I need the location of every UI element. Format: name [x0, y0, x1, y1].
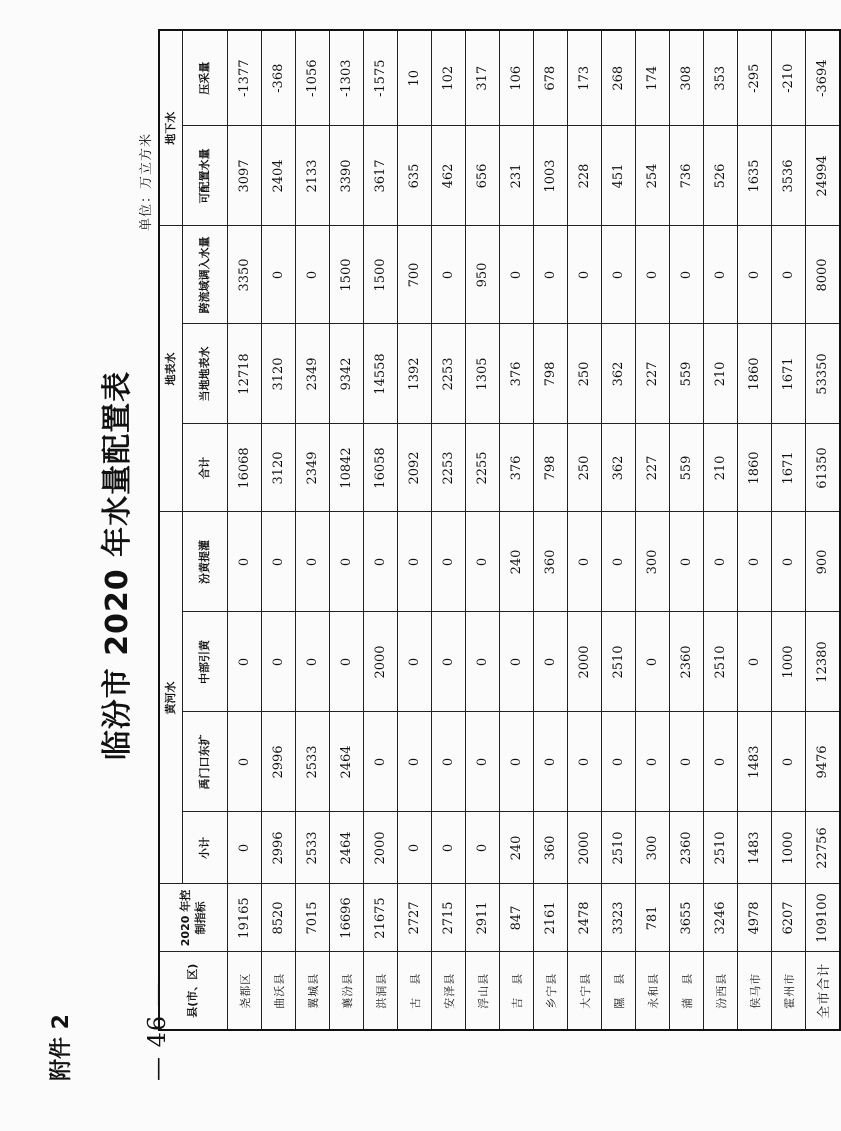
- yr-fenhuang-cell: 0: [738, 512, 772, 612]
- sw-local-cell: 210: [704, 324, 738, 424]
- yr-zhongbu-cell: 0: [500, 612, 534, 712]
- yr-fenhuang-cell: 0: [330, 512, 364, 612]
- sw-local-cell: 2253: [432, 324, 466, 424]
- county-cell: 大宁县: [568, 952, 602, 1030]
- yr-zhongbu-cell: 0: [330, 612, 364, 712]
- control-index-cell: 16696: [330, 884, 364, 952]
- sw-total-cell: 3120: [262, 424, 296, 512]
- yr-subtotal-cell: 1483: [738, 812, 772, 884]
- yr-yumenkou-cell: 0: [602, 712, 636, 812]
- gw-reduction-cell: 10: [398, 30, 432, 126]
- county-cell: 尧都区: [228, 952, 262, 1030]
- county-cell: 翼城县: [296, 952, 330, 1030]
- county-cell: 全市合计: [806, 952, 841, 1030]
- gw-reduction-cell: -1056: [296, 30, 330, 126]
- sw-cross-basin-cell: 0: [500, 226, 534, 324]
- table-row: [432, 30, 466, 1030]
- yr-yumenkou-cell: 0: [364, 712, 398, 812]
- sw-cross-basin-cell: 700: [398, 226, 432, 324]
- yr-yumenkou-cell: 2464: [330, 712, 364, 812]
- header-yellow-river: 黄河水: [159, 512, 183, 884]
- table-row: [296, 30, 330, 1030]
- gw-allocable-cell: 254: [636, 126, 670, 226]
- county-cell: 安泽县: [432, 952, 466, 1030]
- yr-fenhuang-cell: 0: [466, 512, 500, 612]
- control-index-cell: 19165: [228, 884, 262, 952]
- gw-allocable-cell: 3390: [330, 126, 364, 226]
- header-yr-zhongbu: 中部引黄: [183, 612, 228, 712]
- sw-local-cell: 14558: [364, 324, 398, 424]
- sw-cross-basin-cell: 0: [738, 226, 772, 324]
- gw-reduction-cell: 106: [500, 30, 534, 126]
- yr-zhongbu-cell: 0: [262, 612, 296, 712]
- sw-total-cell: 16058: [364, 424, 398, 512]
- header-yr-yumenkou: 禹门口东扩: [183, 712, 228, 812]
- sw-cross-basin-cell: 0: [568, 226, 602, 324]
- table-row: [534, 30, 568, 1030]
- control-index-cell: 7015: [296, 884, 330, 952]
- gw-allocable-cell: 2404: [262, 126, 296, 226]
- sw-cross-basin-cell: 0: [704, 226, 738, 324]
- gw-reduction-cell: 678: [534, 30, 568, 126]
- county-cell: 古 县: [398, 952, 432, 1030]
- sw-local-cell: 53350: [806, 324, 841, 424]
- gw-reduction-cell: -3694: [806, 30, 841, 126]
- sw-total-cell: 61350: [806, 424, 841, 512]
- sw-local-cell: 227: [636, 324, 670, 424]
- yr-subtotal-cell: 22756: [806, 812, 841, 884]
- yr-zhongbu-cell: 0: [432, 612, 466, 712]
- sw-cross-basin-cell: 0: [670, 226, 704, 324]
- sw-total-cell: 2255: [466, 424, 500, 512]
- gw-reduction-cell: -1377: [228, 30, 262, 126]
- table-total-row: [806, 30, 841, 1030]
- gw-allocable-cell: 462: [432, 126, 466, 226]
- sw-cross-basin-cell: 0: [772, 226, 806, 324]
- yr-yumenkou-cell: 0: [466, 712, 500, 812]
- county-cell: 洪洞县: [364, 952, 398, 1030]
- water-allocation-table: [158, 29, 841, 1031]
- yr-subtotal-cell: 2000: [568, 812, 602, 884]
- gw-reduction-cell: 317: [466, 30, 500, 126]
- county-cell: 襄汾县: [330, 952, 364, 1030]
- sw-total-cell: 1671: [772, 424, 806, 512]
- yr-zhongbu-cell: 0: [466, 612, 500, 712]
- yr-zhongbu-cell: 2000: [364, 612, 398, 712]
- sw-total-cell: 16068: [228, 424, 262, 512]
- county-cell: 蒲 县: [670, 952, 704, 1030]
- yr-subtotal-cell: 2996: [262, 812, 296, 884]
- sw-local-cell: 1671: [772, 324, 806, 424]
- gw-reduction-cell: -1303: [330, 30, 364, 126]
- header-county: 县(市、区): [159, 952, 228, 1030]
- yr-subtotal-cell: 2510: [602, 812, 636, 884]
- header-gw-allocable: 可配置水量: [183, 126, 228, 226]
- sw-local-cell: 250: [568, 324, 602, 424]
- yr-yumenkou-cell: 0: [534, 712, 568, 812]
- gw-allocable-cell: 526: [704, 126, 738, 226]
- gw-reduction-cell: -210: [772, 30, 806, 126]
- yr-subtotal-cell: 0: [466, 812, 500, 884]
- gw-reduction-cell: 268: [602, 30, 636, 126]
- control-index-cell: 8520: [262, 884, 296, 952]
- sw-total-cell: 210: [704, 424, 738, 512]
- page-number: — 46 —: [143, 981, 171, 1081]
- gw-allocable-cell: 3536: [772, 126, 806, 226]
- yr-yumenkou-cell: 0: [636, 712, 670, 812]
- gw-reduction-cell: -368: [262, 30, 296, 126]
- county-cell: 永和县: [636, 952, 670, 1030]
- sw-total-cell: 559: [670, 424, 704, 512]
- table-row: [738, 30, 772, 1030]
- control-index-cell: 4978: [738, 884, 772, 952]
- sw-total-cell: 2253: [432, 424, 466, 512]
- header-groundwater: 地下水: [159, 30, 183, 226]
- header-gw-reduction: 压采量: [183, 30, 228, 126]
- yr-zhongbu-cell: 1000: [772, 612, 806, 712]
- table-row: [364, 30, 398, 1030]
- county-cell: 浮山县: [466, 952, 500, 1030]
- yr-yumenkou-cell: 9476: [806, 712, 841, 812]
- yr-fenhuang-cell: 0: [568, 512, 602, 612]
- sw-total-cell: 250: [568, 424, 602, 512]
- unit-note: 单位：万立方米: [139, 132, 154, 231]
- control-index-cell: 2911: [466, 884, 500, 952]
- yr-fenhuang-cell: 0: [670, 512, 704, 612]
- control-index-cell: 6207: [772, 884, 806, 952]
- gw-reduction-cell: -295: [738, 30, 772, 126]
- yr-zhongbu-cell: 0: [534, 612, 568, 712]
- sw-total-cell: 2349: [296, 424, 330, 512]
- yr-fenhuang-cell: 300: [636, 512, 670, 612]
- yr-zhongbu-cell: 12380: [806, 612, 841, 712]
- gw-allocable-cell: 736: [670, 126, 704, 226]
- gw-reduction-cell: -1575: [364, 30, 398, 126]
- header-sw-local: 当地地表水: [183, 324, 228, 424]
- table-row: [500, 30, 534, 1030]
- table-row: [568, 30, 602, 1030]
- control-index-cell: 3323: [602, 884, 636, 952]
- yr-fenhuang-cell: 0: [262, 512, 296, 612]
- header-control-index: 2020 年控制指标: [159, 884, 228, 952]
- yr-zhongbu-cell: 2000: [568, 612, 602, 712]
- yr-subtotal-cell: 2510: [704, 812, 738, 884]
- table-row: [228, 30, 262, 1030]
- yr-subtotal-cell: 2464: [330, 812, 364, 884]
- gw-reduction-cell: 173: [568, 30, 602, 126]
- yr-fenhuang-cell: 0: [602, 512, 636, 612]
- county-cell: 曲沃县: [262, 952, 296, 1030]
- control-index-cell: 3246: [704, 884, 738, 952]
- yr-yumenkou-cell: 0: [704, 712, 738, 812]
- yr-subtotal-cell: 360: [534, 812, 568, 884]
- county-cell: 隰 县: [602, 952, 636, 1030]
- sw-cross-basin-cell: 0: [432, 226, 466, 324]
- sw-cross-basin-cell: 950: [466, 226, 500, 324]
- yr-fenhuang-cell: 240: [500, 512, 534, 612]
- yr-subtotal-cell: 240: [500, 812, 534, 884]
- table-row: [772, 30, 806, 1030]
- yr-subtotal-cell: 300: [636, 812, 670, 884]
- control-index-cell: 21675: [364, 884, 398, 952]
- sw-cross-basin-cell: 0: [636, 226, 670, 324]
- yr-subtotal-cell: 0: [228, 812, 262, 884]
- yr-yumenkou-cell: 0: [500, 712, 534, 812]
- gw-allocable-cell: 451: [602, 126, 636, 226]
- sw-local-cell: 2349: [296, 324, 330, 424]
- gw-allocable-cell: 656: [466, 126, 500, 226]
- yr-fenhuang-cell: 0: [772, 512, 806, 612]
- sw-cross-basin-cell: 1500: [364, 226, 398, 324]
- county-cell: 汾西县: [704, 952, 738, 1030]
- gw-reduction-cell: 174: [636, 30, 670, 126]
- yr-subtotal-cell: 0: [432, 812, 466, 884]
- yr-zhongbu-cell: 2510: [602, 612, 636, 712]
- yr-yumenkou-cell: 0: [568, 712, 602, 812]
- gw-allocable-cell: 635: [398, 126, 432, 226]
- gw-allocable-cell: 231: [500, 126, 534, 226]
- yr-yumenkou-cell: 2533: [296, 712, 330, 812]
- sw-total-cell: 798: [534, 424, 568, 512]
- yr-zhongbu-cell: 0: [398, 612, 432, 712]
- header-sw-total: 合计: [183, 424, 228, 512]
- sw-total-cell: 2092: [398, 424, 432, 512]
- yr-zhongbu-cell: 0: [636, 612, 670, 712]
- yr-yumenkou-cell: 0: [772, 712, 806, 812]
- county-cell: 乡宁县: [534, 952, 568, 1030]
- sw-total-cell: 227: [636, 424, 670, 512]
- sw-local-cell: 559: [670, 324, 704, 424]
- header-yr-subtotal: 小计: [183, 812, 228, 884]
- control-index-cell: 781: [636, 884, 670, 952]
- yr-zhongbu-cell: 2510: [704, 612, 738, 712]
- gw-allocable-cell: 3097: [228, 126, 262, 226]
- table-row: [466, 30, 500, 1030]
- yr-yumenkou-cell: 0: [432, 712, 466, 812]
- county-cell: 侯马市: [738, 952, 772, 1030]
- yr-subtotal-cell: 2360: [670, 812, 704, 884]
- control-index-cell: 2727: [398, 884, 432, 952]
- sw-cross-basin-cell: 0: [262, 226, 296, 324]
- sw-cross-basin-cell: 0: [296, 226, 330, 324]
- county-cell: 霍州市: [772, 952, 806, 1030]
- sw-local-cell: 12718: [228, 324, 262, 424]
- yr-yumenkou-cell: 0: [670, 712, 704, 812]
- yr-fenhuang-cell: 0: [228, 512, 262, 612]
- table-row: [330, 30, 364, 1030]
- sw-local-cell: 798: [534, 324, 568, 424]
- yr-yumenkou-cell: 1483: [738, 712, 772, 812]
- yr-zhongbu-cell: 0: [228, 612, 262, 712]
- sw-cross-basin-cell: 8000: [806, 226, 841, 324]
- sw-total-cell: 362: [602, 424, 636, 512]
- table-row: [704, 30, 738, 1030]
- sw-local-cell: 362: [602, 324, 636, 424]
- yr-fenhuang-cell: 900: [806, 512, 841, 612]
- gw-allocable-cell: 1635: [738, 126, 772, 226]
- gw-reduction-cell: 353: [704, 30, 738, 126]
- sw-total-cell: 376: [500, 424, 534, 512]
- control-index-cell: 2478: [568, 884, 602, 952]
- sw-total-cell: 1860: [738, 424, 772, 512]
- yr-subtotal-cell: 1000: [772, 812, 806, 884]
- gw-allocable-cell: 228: [568, 126, 602, 226]
- yr-fenhuang-cell: 0: [364, 512, 398, 612]
- yr-zhongbu-cell: 0: [296, 612, 330, 712]
- control-index-cell: 3655: [670, 884, 704, 952]
- table-row: [262, 30, 296, 1030]
- sw-local-cell: 1392: [398, 324, 432, 424]
- yr-subtotal-cell: 2533: [296, 812, 330, 884]
- header-yr-fenhuang: 汾黄提灌: [183, 512, 228, 612]
- table-row: [636, 30, 670, 1030]
- yr-fenhuang-cell: 0: [432, 512, 466, 612]
- sw-total-cell: 10842: [330, 424, 364, 512]
- sw-local-cell: 376: [500, 324, 534, 424]
- table-row: [602, 30, 636, 1030]
- sw-cross-basin-cell: 0: [534, 226, 568, 324]
- yr-subtotal-cell: 2000: [364, 812, 398, 884]
- gw-allocable-cell: 1003: [534, 126, 568, 226]
- yr-yumenkou-cell: 0: [228, 712, 262, 812]
- header-surface-water: 地表水: [159, 226, 183, 512]
- yr-fenhuang-cell: 0: [398, 512, 432, 612]
- header-sw-cross-basin: 跨流域调入水量: [183, 226, 228, 324]
- county-cell: 吉 县: [500, 952, 534, 1030]
- sw-cross-basin-cell: 3350: [228, 226, 262, 324]
- gw-reduction-cell: 102: [432, 30, 466, 126]
- yr-yumenkou-cell: 2996: [262, 712, 296, 812]
- sw-local-cell: 9342: [330, 324, 364, 424]
- sw-cross-basin-cell: 0: [602, 226, 636, 324]
- gw-allocable-cell: 24994: [806, 126, 841, 226]
- attachment-label: 附件 2: [49, 1014, 74, 1081]
- sw-local-cell: 1305: [466, 324, 500, 424]
- yr-zhongbu-cell: 2360: [670, 612, 704, 712]
- control-index-cell: 2715: [432, 884, 466, 952]
- sw-local-cell: 3120: [262, 324, 296, 424]
- page-title: 临汾市 2020 年水量配置表: [100, 370, 135, 761]
- yr-fenhuang-cell: 360: [534, 512, 568, 612]
- control-index-cell: 109100: [806, 884, 841, 952]
- gw-reduction-cell: 308: [670, 30, 704, 126]
- gw-allocable-cell: 2133: [296, 126, 330, 226]
- control-index-cell: 2161: [534, 884, 568, 952]
- sw-cross-basin-cell: 1500: [330, 226, 364, 324]
- yr-subtotal-cell: 0: [398, 812, 432, 884]
- yr-fenhuang-cell: 0: [296, 512, 330, 612]
- yr-yumenkou-cell: 0: [398, 712, 432, 812]
- table-body: [228, 30, 841, 1030]
- yr-zhongbu-cell: 0: [738, 612, 772, 712]
- table-row: [398, 30, 432, 1030]
- table-row: [670, 30, 704, 1030]
- control-index-cell: 847: [500, 884, 534, 952]
- sw-local-cell: 1860: [738, 324, 772, 424]
- yr-fenhuang-cell: 0: [704, 512, 738, 612]
- gw-allocable-cell: 3617: [364, 126, 398, 226]
